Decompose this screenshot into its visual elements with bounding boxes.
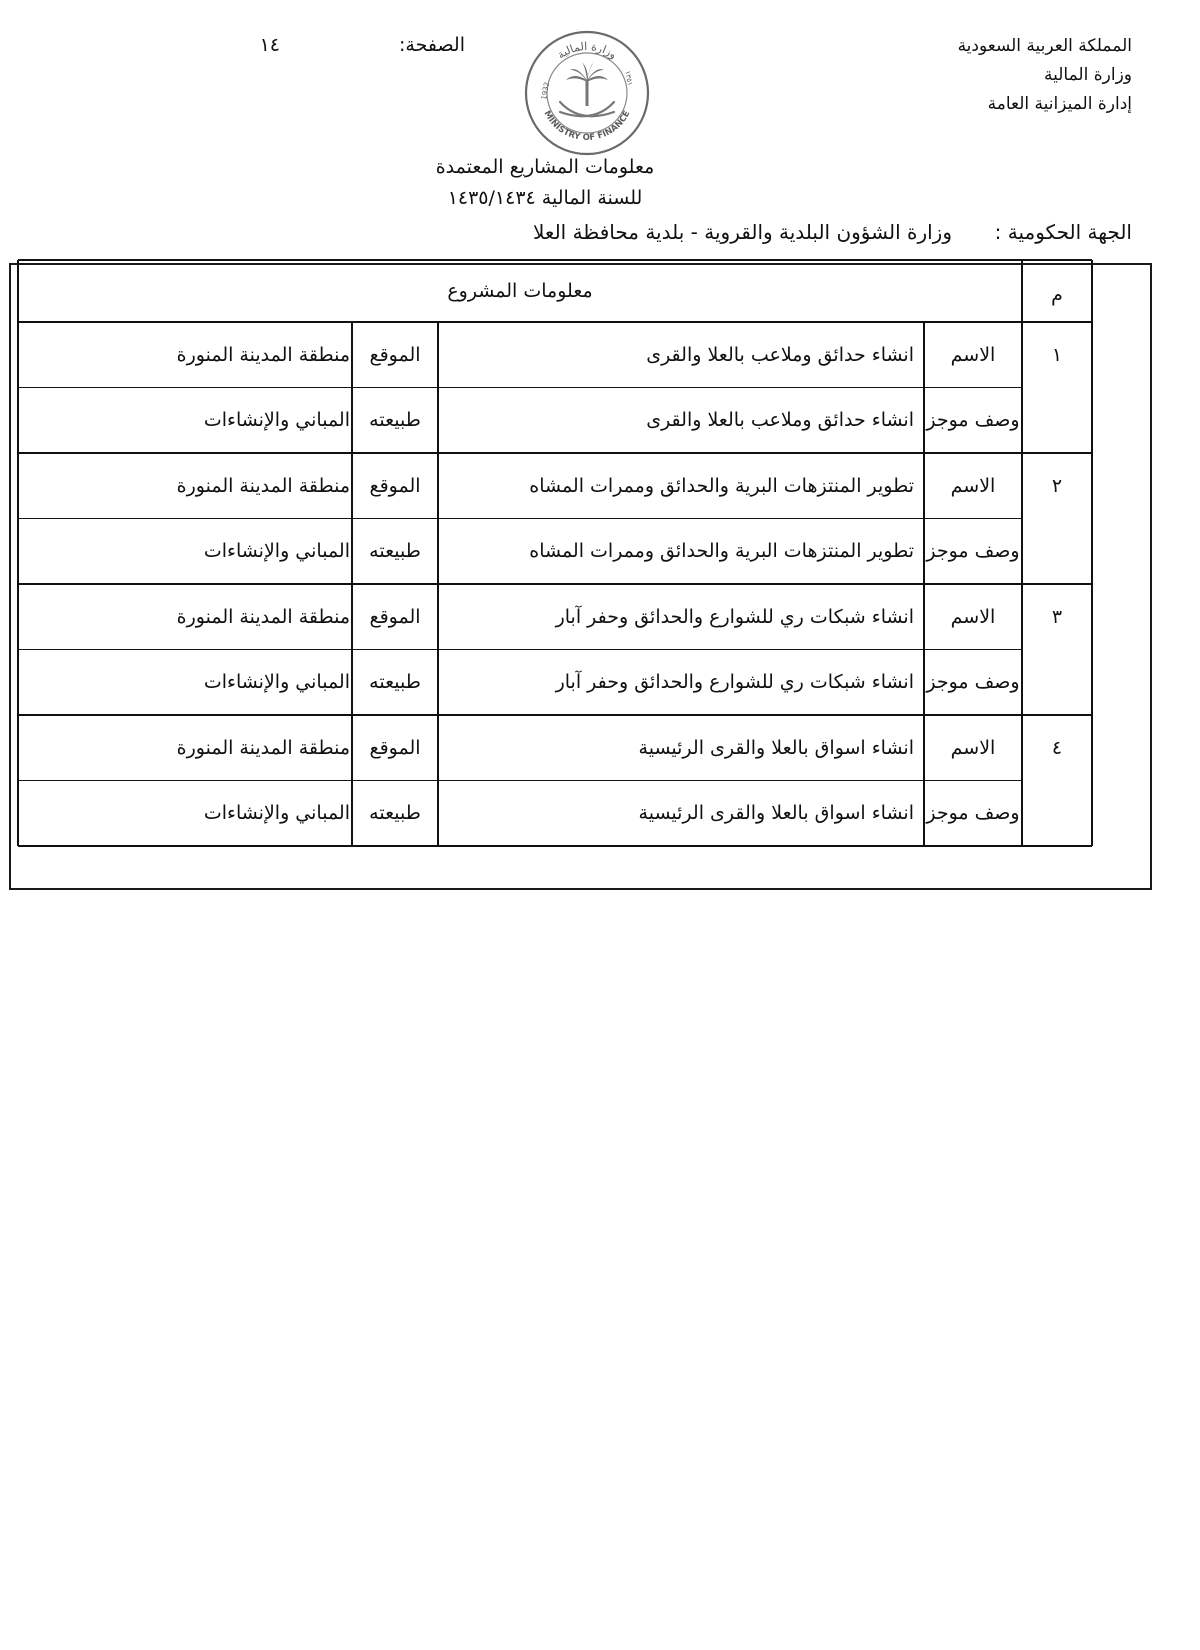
ministry-seal	[522, 28, 652, 158]
seal-year-left: 1932	[540, 81, 552, 101]
project-name: انشاء اسواق بالعلا والقرى الرئيسية	[638, 736, 914, 759]
label-location: الموقع	[369, 605, 421, 628]
label-name: الاسم	[950, 605, 996, 628]
project-nature: المباني والإنشاءات	[203, 409, 350, 432]
seal-year-right: ١٣٥١	[623, 70, 634, 87]
label-name: الاسم	[950, 736, 996, 759]
page-number: ١٤	[259, 34, 280, 56]
palm-icon	[566, 62, 608, 106]
project-index: ٤	[1051, 736, 1063, 759]
org-line-kingdom: المملكة العربية السعودية	[957, 36, 1132, 56]
seal-text-top: وزارة المالية	[554, 39, 620, 62]
project-description: انشاء اسواق بالعلا والقرى الرئيسية	[638, 802, 914, 825]
seal-graphic	[522, 28, 652, 158]
project-nature: المباني والإنشاءات	[203, 540, 350, 563]
label-description: وصف موجز	[926, 409, 1020, 432]
project-index: ٣	[1051, 605, 1063, 628]
column-header-project-info: معلومات المشروع	[447, 280, 593, 302]
project-location: منطقة المدينة المنورة	[176, 605, 350, 628]
project-location: منطقة المدينة المنورة	[176, 343, 350, 366]
government-entity-label: الجهة الحكومية :	[994, 220, 1132, 244]
org-line-department: إدارة الميزانية العامة	[987, 94, 1132, 114]
project-name: انشاء شبكات ري للشوارع والحدائق وحفر آبار	[555, 605, 914, 628]
column-header-index: م	[1051, 284, 1063, 306]
organization-block	[832, 32, 1132, 119]
seal-text-bottom: MINISTRY OF FINANCE	[541, 109, 633, 144]
project-name: تطوير المنتزهات البرية والحدائق وممرات المشاه	[529, 474, 914, 497]
government-entity	[32, 220, 1132, 252]
document-title	[380, 152, 710, 214]
label-description: وصف موجز	[926, 540, 1020, 563]
title-line-1: معلومات المشاريع المعتمدة	[435, 156, 655, 178]
project-location: منطقة المدينة المنورة	[176, 736, 350, 759]
label-location: الموقع	[369, 343, 421, 366]
label-description: وصف موجز	[926, 671, 1020, 694]
label-location: الموقع	[369, 474, 421, 497]
svg-text:وزارة المالية	[555, 40, 619, 62]
label-nature: طبيعته	[369, 671, 421, 694]
svg-text:MINISTRY OF FINANCE	[542, 109, 633, 143]
label-nature: طبيعته	[369, 409, 421, 432]
project-description: انشاء حدائق وملاعب بالعلا والقرى	[646, 409, 914, 432]
project-name: انشاء حدائق وملاعب بالعلا والقرى	[646, 343, 914, 366]
page-label: الصفحة:	[398, 34, 465, 56]
project-location: منطقة المدينة المنورة	[176, 474, 350, 497]
government-entity-value: وزارة الشؤون البلدية والقروية - بلدية محافظة العلا	[532, 220, 952, 244]
label-name: الاسم	[950, 343, 996, 366]
projects-table	[9, 263, 1152, 890]
project-index: ١	[1051, 343, 1063, 366]
title-line-2: للسنة المالية ١٤٣٥/١٤٣٤	[447, 187, 643, 209]
project-nature: المباني والإنشاءات	[203, 671, 350, 694]
project-index: ٢	[1051, 474, 1063, 497]
label-description: وصف موجز	[926, 802, 1020, 825]
page-number-block	[145, 34, 465, 64]
label-location: الموقع	[369, 736, 421, 759]
label-nature: طبيعته	[369, 540, 421, 563]
project-description: تطوير المنتزهات البرية والحدائق وممرات المشاه	[529, 540, 914, 563]
label-name: الاسم	[950, 474, 996, 497]
label-nature: طبيعته	[369, 802, 421, 825]
project-description: انشاء شبكات ري للشوارع والحدائق وحفر آبار	[555, 671, 914, 694]
project-nature: المباني والإنشاءات	[203, 802, 350, 825]
org-line-ministry: وزارة المالية	[1044, 65, 1132, 85]
